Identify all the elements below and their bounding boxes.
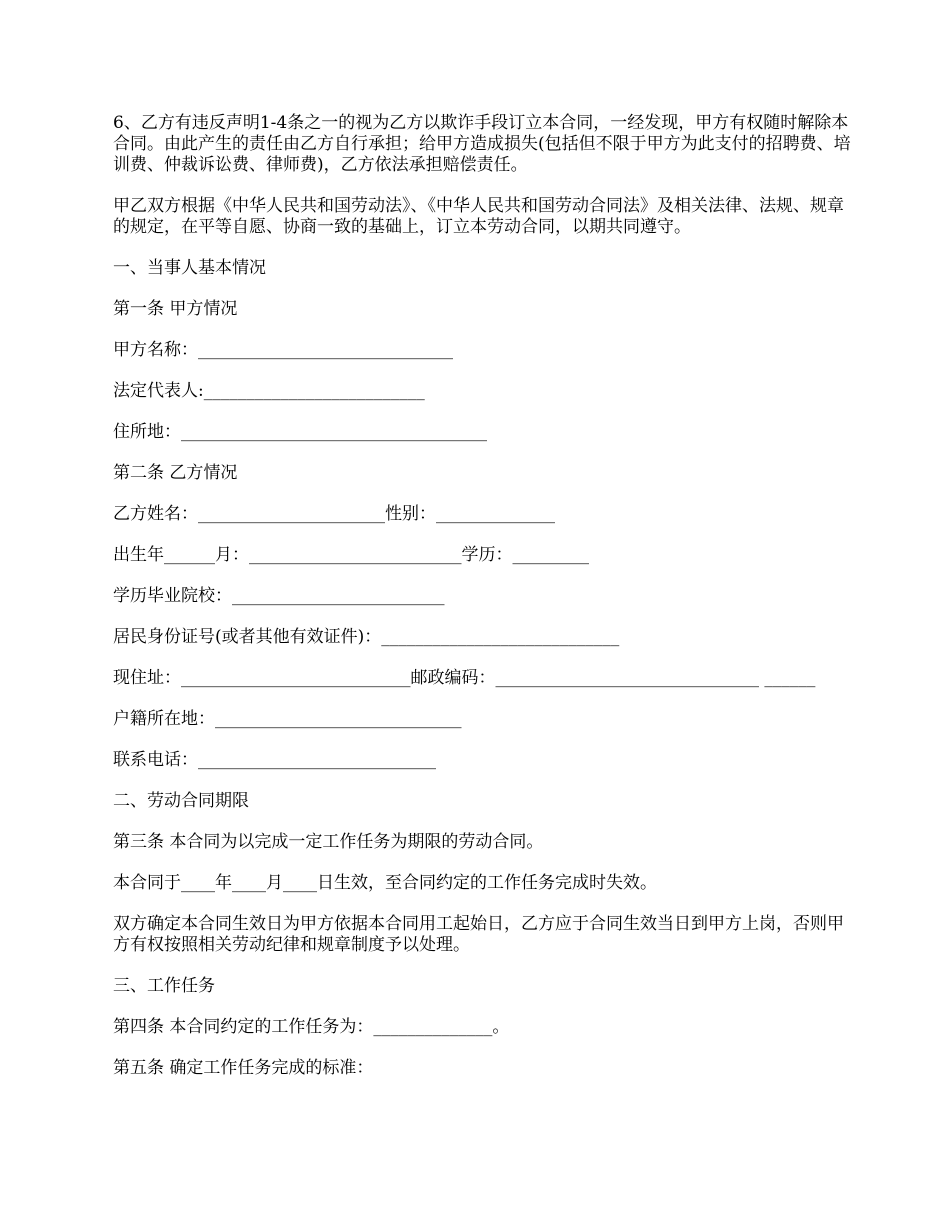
clause-6-paragraph: 6、乙方有违反声明1-4条之一的视为乙方以欺诈手段订立本合同，一经发现，甲方有权随时解除本合同。由此产生的责任由乙方自行承担；给甲方造成损失(包括但不限于甲方为此支付的招聘费、培训费、仲裁诉讼费、律师费)，乙方依法承担赔偿责任。 (113, 113, 851, 175)
article-3-paragraph: 第三条 本合同为以完成一定工作任务为期限的劳动合同。 (113, 832, 544, 852)
current-address-postcode-field: 现住址：___________________________邮政编码：_______________________________ ______ (113, 668, 816, 688)
article-5-paragraph: 第五条 确定工作任务完成的标准： (113, 1058, 374, 1078)
birth-education-field: 出生年______月：_________________________学历：_________ (113, 545, 589, 565)
id-number-field: 居民身份证号(或者其他有效证件)：____________________________ (113, 627, 620, 647)
document-page (113, 113, 853, 1099)
article-1-heading: 第一条 甲方情况 (113, 299, 238, 319)
phone-field: 联系电话：____________________________ (113, 750, 436, 770)
graduation-school-field: 学历毕业院校：_________________________ (113, 586, 445, 606)
party-b-name-gender-field: 乙方姓名：______________________性别：______________ (113, 504, 555, 524)
article-2-heading: 第二条 乙方情况 (113, 463, 238, 483)
article-4-paragraph: 第四条 本合同约定的工作任务为：______________。 (113, 1017, 510, 1037)
start-day-paragraph: 双方确定本合同生效日为甲方依据本合同用工起始日，乙方应于合同生效当日到甲方上岗，否则甲方有权按照相关劳动纪律和规章制度予以处理。 (113, 914, 844, 955)
party-a-address-field: 住所地：____________________________________ (113, 422, 487, 442)
section-heading-task: 三、工作任务 (113, 976, 215, 996)
effective-date-paragraph: 本合同于____年____月____日生效，至合同约定的工作任务完成时失效。 (113, 873, 657, 893)
party-a-name-field: 甲方名称：______________________________ (113, 340, 453, 360)
legal-representative-field: 法定代表人:__________________________ (113, 381, 425, 401)
preamble-paragraph: 甲乙双方根据《中华人民共和国劳动法》、《中华人民共和国劳动合同法》及相关法律、法规、规章的规定，在平等自愿、协商一致的基础上，订立本劳动合同，以期共同遵守。 (113, 196, 844, 237)
section-heading-parties: 一、当事人基本情况 (113, 258, 266, 278)
section-heading-term: 二、劳动合同期限 (113, 791, 249, 811)
household-registration-field: 户籍所在地：_____________________________ (113, 709, 462, 729)
